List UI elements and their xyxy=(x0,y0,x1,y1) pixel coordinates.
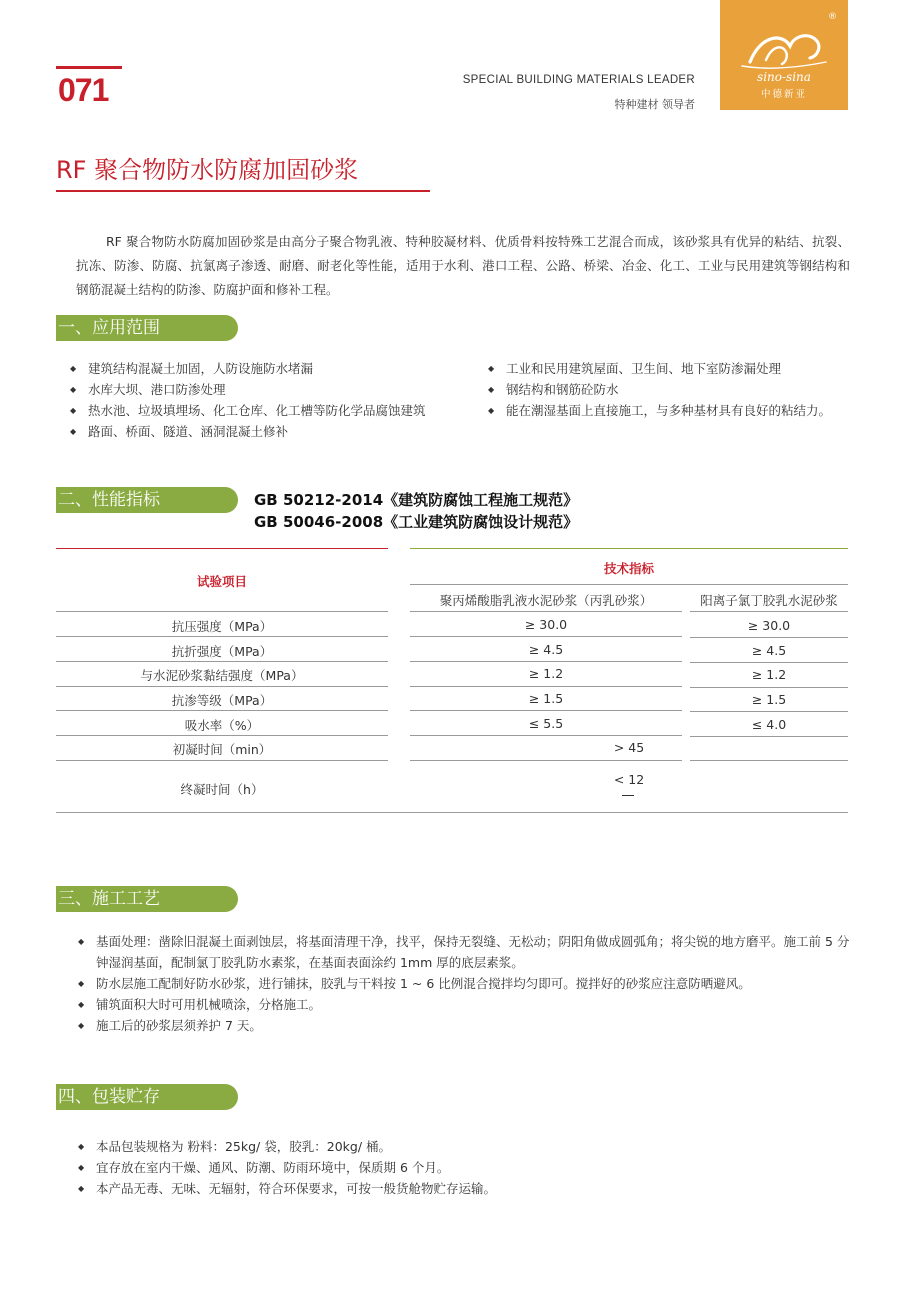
section-heading-text: 三、施工工艺 xyxy=(58,889,160,909)
row-rule xyxy=(56,760,388,761)
less-equal-bar xyxy=(622,795,634,796)
row-rule xyxy=(410,735,682,736)
row-rule xyxy=(690,662,848,663)
standard-reference: GB 50046-2008《工业建筑防腐蚀设计规范》 xyxy=(254,513,579,531)
intro-text: RF 聚合物防水防腐加固砂浆是由高分子聚合物乳液、特种胶凝材料、优质骨料按特殊工艺混合而成，该砂浆具有优异的粘结、抗裂、抗冻、防渗、防腐、抗氯离子渗透、耐磨、耐老化等性能，适用于水利、港口工程、公路、桥梁、冶金、化工、工业与民用建筑等钢结构和钢筋混凝土结构的防渗、防腐护面和修补工程。 xyxy=(76,234,850,297)
section-heading-construction xyxy=(56,886,238,912)
list-item: ◆ 铺筑面积大时可用机械喷涂，分格施工。 xyxy=(76,994,856,1015)
logo-swirl-icon xyxy=(736,26,832,70)
table-cell-b: ≤ 4.0 xyxy=(751,717,787,732)
section-heading-text: 四、包装贮存 xyxy=(58,1087,160,1107)
table-cell-b: ≥ 1.2 xyxy=(751,667,787,682)
list-item: ◆ 基面处理：凿除旧混凝土面剥蚀层，将基面清理干净，找平，保持无裂缝、无松动；阴阳角做成圆弧角；将尖锐的地方磨平。施工前 5 分钟湿润基面，配制氯丁胶乳防水素浆，在基面表面涂约 1mm 厚的底层素浆。 xyxy=(76,931,856,973)
table-cell-a: ≤ 5.5 xyxy=(528,716,564,731)
logo-wordmark: sino-sina xyxy=(757,70,811,84)
row-rule xyxy=(56,735,388,736)
table-cell-merged: < 12 xyxy=(613,772,645,787)
row-rule xyxy=(690,736,848,737)
table-cell-a: ≥ 1.5 xyxy=(528,691,564,706)
row-rule xyxy=(56,661,388,662)
row-rule xyxy=(410,661,682,662)
section-heading-performance xyxy=(56,487,238,513)
table-cell-b: ≥ 1.5 xyxy=(751,692,787,707)
section-heading-application xyxy=(56,315,238,341)
list-item: ◆ 热水池、垃圾填埋场、化工仓库、化工槽等防化学品腐蚀建筑 xyxy=(68,400,468,421)
section-heading-text: 二、性能指标 xyxy=(58,490,160,510)
page-number: 071 xyxy=(58,72,109,108)
list-item: ◆ 宜存放在室内干燥、通风、防潮、防雨环境中，保质期 6 个月。 xyxy=(76,1157,856,1178)
table-cell-b: ≥ 4.5 xyxy=(751,643,787,658)
row-rule xyxy=(56,686,388,687)
column-header-a: 聚丙烯酸脂乳液水泥砂浆（丙乳砂浆） xyxy=(439,593,653,608)
table-cell-merged: > 45 xyxy=(613,740,645,755)
table-cell-item: 终凝时间（h） xyxy=(180,782,264,797)
row-rule xyxy=(690,711,848,712)
row-rule xyxy=(410,636,682,637)
row-rule xyxy=(56,710,388,711)
construction-list xyxy=(76,931,856,1036)
list-item: ◆ 施工后的砂浆层须养护 7 天。 xyxy=(76,1015,856,1036)
column-header-spec: 技术指标 xyxy=(603,561,654,576)
list-item: ◆ 本品包装规格为 粉料：25kg/ 袋，胶乳：20kg/ 桶。 xyxy=(76,1136,856,1157)
title-underline xyxy=(56,190,430,192)
row-rule xyxy=(410,760,682,761)
application-list-right xyxy=(486,358,866,421)
table-cell-a: ≥ 4.5 xyxy=(528,642,564,657)
list-item: ◆ 路面、桥面、隧道、涵洞混凝土修补 xyxy=(68,421,468,442)
section-heading-text: 一、应用范围 xyxy=(58,318,160,338)
section-heading-storage xyxy=(56,1084,238,1110)
column-header-b: 阳离子氯丁胶乳水泥砂浆 xyxy=(700,593,838,608)
table-cell-item: 抗折强度（MPa） xyxy=(171,644,273,659)
list-item: ◆ 能在潮湿基面上直接施工，与多种基材具有良好的粘结力。 xyxy=(486,400,866,421)
row-rule xyxy=(690,611,848,612)
table-cell-item: 吸水率（%） xyxy=(184,718,260,733)
logo-chinese-name: 中德新亚 xyxy=(760,89,807,100)
list-item: ◆ 水库大坝、港口防渗处理 xyxy=(68,379,468,400)
table-cell-a: ≥ 30.0 xyxy=(524,617,568,632)
row-rule xyxy=(410,584,848,585)
slogan-english: SPECIAL BUILDING MATERIALS LEADER xyxy=(462,74,695,86)
application-list-left xyxy=(68,358,468,442)
table-top-rule-left xyxy=(56,548,388,549)
table-cell-a: ≥ 1.2 xyxy=(528,666,564,681)
table-cell-item: 抗渗等级（MPa） xyxy=(171,693,273,708)
table-cell-item: 抗压强度（MPa） xyxy=(171,619,273,634)
row-rule xyxy=(410,686,682,687)
registered-mark: ® xyxy=(828,12,837,22)
slogan-chinese: 特种建材 领导者 xyxy=(614,98,695,111)
row-rule xyxy=(56,636,388,637)
row-rule xyxy=(690,687,848,688)
standard-reference: GB 50212-2014《建筑防腐蚀工程施工规范》 xyxy=(254,491,579,509)
list-item: ◆ 钢结构和钢筋砼防水 xyxy=(486,379,866,400)
row-rule xyxy=(690,760,848,761)
row-rule xyxy=(690,637,848,638)
list-item: ◆ 工业和民用建筑屋面、卫生间、地下室防渗漏处理 xyxy=(486,358,866,379)
list-item: ◆ 防水层施工配制好防水砂浆，进行铺抹，胶乳与干料按 1 ~ 6 比例混合搅拌均匀即可。搅拌好的砂浆应注意防晒避风。 xyxy=(76,973,856,994)
row-rule xyxy=(410,611,682,612)
intro-paragraph xyxy=(76,230,850,302)
page-number-rule xyxy=(56,66,122,69)
table-bottom-rule xyxy=(56,812,848,813)
page-title: RF 聚合物防水防腐加固砂浆 xyxy=(56,156,359,184)
table-cell-b: ≥ 30.0 xyxy=(747,618,791,633)
table-cell-item: 初凝时间（min） xyxy=(172,742,272,757)
column-header-item: 试验项目 xyxy=(196,574,247,589)
row-rule xyxy=(410,710,682,711)
storage-list xyxy=(76,1136,856,1199)
table-top-rule-right xyxy=(410,548,848,549)
table-cell-item: 与水泥砂浆黏结强度（MPa） xyxy=(140,668,304,683)
row-rule xyxy=(56,611,388,612)
list-item: ◆ 建筑结构混凝土加固，人防设施防水堵漏 xyxy=(68,358,468,379)
list-item: ◆ 本产品无毒、无味、无辐射，符合环保要求，可按一般货舱物贮存运输。 xyxy=(76,1178,856,1199)
